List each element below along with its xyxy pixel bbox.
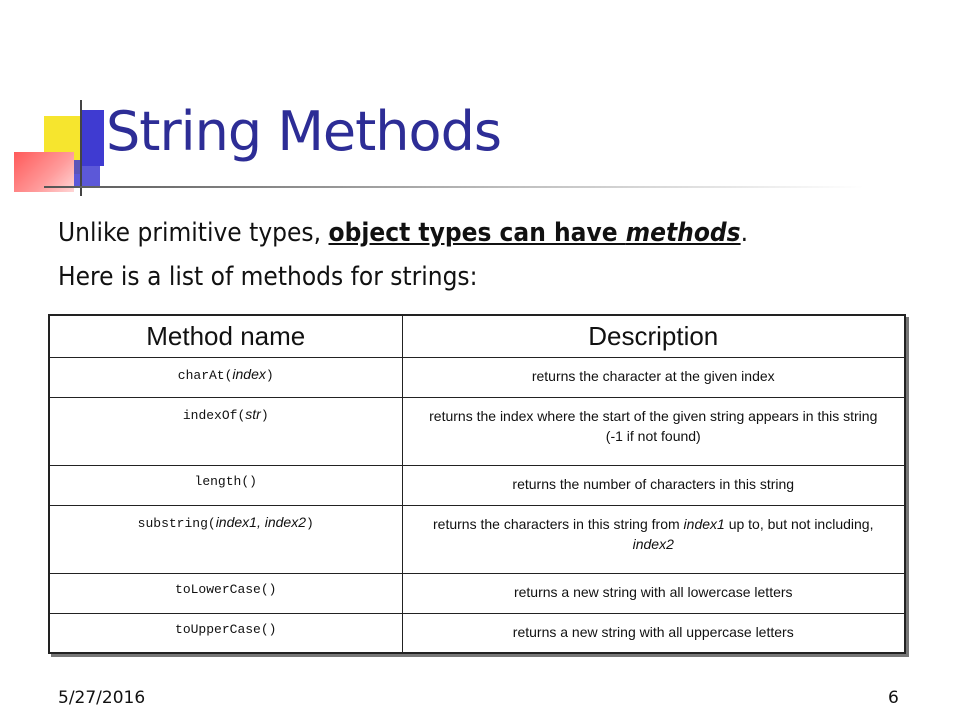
decorative-blue-block bbox=[80, 110, 104, 166]
title-underline-rule bbox=[44, 186, 864, 188]
method-cell bbox=[49, 613, 402, 653]
description-cell: returns a new string with all lowercase letters bbox=[402, 573, 905, 613]
bullet-1-prefix: Unlike primitive types, bbox=[58, 218, 329, 248]
method-close: ) bbox=[306, 515, 314, 531]
decorative-blue-block-small bbox=[72, 160, 100, 188]
method-arg-separator: , bbox=[256, 513, 265, 530]
method-arg-1: index1 bbox=[215, 513, 257, 530]
decorative-vertical-line bbox=[80, 100, 82, 196]
description-param-1: index1 bbox=[683, 515, 725, 532]
method-cell bbox=[49, 465, 402, 505]
description-cell: returns a new string with all uppercase letters bbox=[402, 613, 905, 653]
table-row bbox=[49, 357, 905, 397]
bullet-1-emphasis bbox=[328, 218, 740, 248]
bullet-line-2: Here is a list of methods for strings: bbox=[58, 262, 478, 292]
bullet-1-emphasis-methods: methods bbox=[625, 218, 741, 248]
method-cell bbox=[49, 573, 402, 613]
method-close: ) bbox=[265, 367, 274, 383]
table-row bbox=[49, 573, 905, 613]
method-cell bbox=[49, 505, 402, 573]
description-cell: returns the index where the start of the given string appears in this string (-1 if not found) bbox=[402, 397, 905, 465]
method-close: ) bbox=[260, 407, 269, 423]
bullet-1-suffix: . bbox=[740, 218, 749, 248]
string-methods-table bbox=[48, 314, 906, 654]
header-description: Description bbox=[402, 315, 905, 357]
footer-page-number: 6 bbox=[888, 688, 899, 708]
method-arg: index bbox=[232, 365, 266, 382]
method-name: toUpperCase() bbox=[175, 621, 277, 637]
header-method-name: Method name bbox=[49, 315, 402, 357]
method-name: length() bbox=[194, 473, 257, 489]
bullet-line-1 bbox=[58, 218, 748, 248]
method-name: charAt( bbox=[177, 367, 233, 383]
table-row bbox=[49, 465, 905, 505]
description-cell: returns the number of characters in this string bbox=[402, 465, 905, 505]
table-row bbox=[49, 397, 905, 465]
bullet-1-emphasis-text: object types can have bbox=[328, 218, 626, 248]
description-param-2: index2 bbox=[632, 535, 674, 552]
footer-date: 5/27/2016 bbox=[58, 688, 146, 708]
method-name: toLowerCase() bbox=[175, 581, 277, 597]
method-cell bbox=[49, 357, 402, 397]
table-header-row bbox=[49, 315, 905, 357]
method-arg: str bbox=[245, 405, 261, 422]
description-cell: returns the character at the given index bbox=[402, 357, 905, 397]
description-text: returns the characters in this string from bbox=[433, 515, 684, 532]
description-cell bbox=[402, 505, 905, 573]
method-name: substring( bbox=[137, 515, 216, 531]
table-row bbox=[49, 613, 905, 653]
table-row bbox=[49, 505, 905, 573]
method-name: indexOf( bbox=[182, 407, 246, 423]
description-text-mid: up to, but not including, bbox=[724, 515, 874, 532]
slide-title: String Methods bbox=[106, 100, 501, 163]
method-arg-2: index2 bbox=[264, 513, 306, 530]
method-cell bbox=[49, 397, 402, 465]
